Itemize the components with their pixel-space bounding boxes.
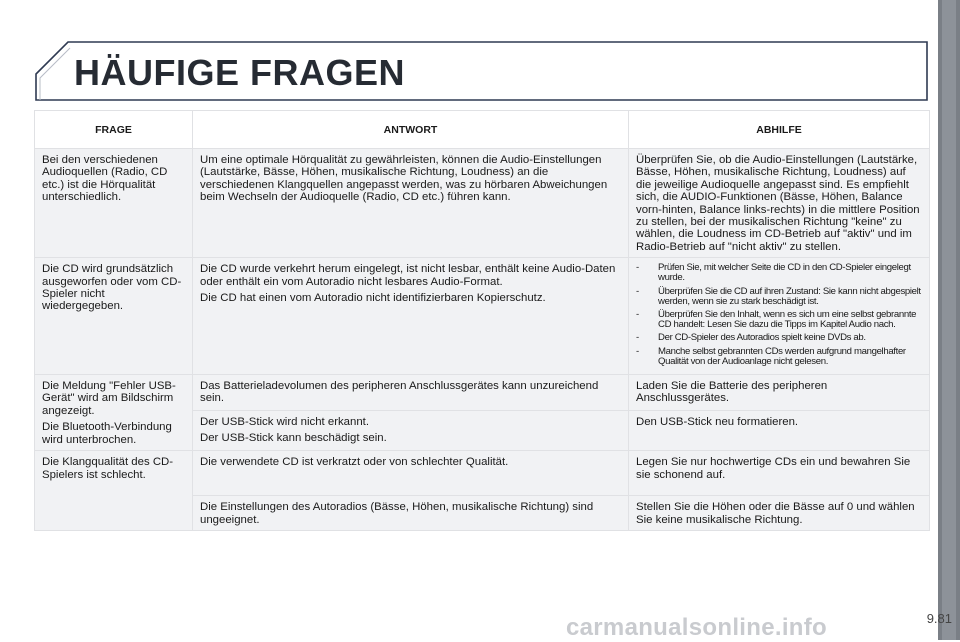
column-header-frage: FRAGE (35, 111, 193, 149)
table-row (35, 451, 930, 496)
answer-text: Die Einstellungen des Autoradios (Bässe, Höhen, musikalische Richtung) sind ungeeignet. (200, 501, 594, 526)
page-number: 9.81 (926, 611, 952, 626)
column-header-abhilfe: ABHILFE (629, 111, 930, 149)
table-row (35, 375, 930, 411)
remedy-list-item (636, 287, 922, 307)
remedy-item-text: Der CD-Spieler des Autoradios spielt keine DVDs ab. (658, 332, 866, 344)
page-title: HÄUFIGE FRAGEN (74, 52, 405, 93)
remedy-list-item (636, 347, 922, 367)
remedy-item-text: Manche selbst gebrannten CDs werden aufgrund mangelhafter Qualität von der Audioanlage nicht gelesen. (658, 345, 906, 367)
answer-text: Um eine optimale Hörqualität zu gewährleisten, können die Audio-Einstellungen (Lautstärke, Bässe, Höhen, musikalische Richtung, Loudness) an die verschiedenen Klangquellen angepasst werden, was zu hörbaren Abweichungen beim Wechseln der Audioquelle (Radio, CD etc.) führen kann. (200, 154, 608, 204)
cell-frage (35, 258, 193, 375)
cell-abhilfe (629, 411, 930, 451)
column-header-antwort: ANTWORT (193, 111, 629, 149)
cell-antwort (193, 149, 629, 258)
remedy-list-item (636, 263, 922, 283)
table-row (35, 258, 930, 375)
cell-antwort (193, 375, 629, 411)
answer-text: Der USB-Stick wird nicht erkannt. (200, 416, 370, 429)
watermark: carmanualsonline.info (566, 614, 828, 641)
remedy-list-item (636, 310, 922, 330)
remedy-item-text: Überprüfen Sie den Inhalt, wenn es sich um eine selbst gebrannte CD handelt: Lesen Sie dazu die Tipps im Kapitel Audio nach. (658, 309, 917, 331)
page-side-bar-inner (942, 0, 956, 640)
answer-text: Die verwendete CD ist verkratzt oder von schlechter Qualität. (200, 456, 509, 469)
faq-table (34, 110, 930, 531)
page-side-bar (938, 0, 960, 640)
remedy-item-text: Überprüfen Sie die CD auf ihren Zustand: Sie kann nicht abgespielt werden, wenn sie zu stark beschädigt ist. (658, 285, 921, 307)
question-text: Die Klangqualität des CD-Spielers ist schlecht. (42, 456, 174, 481)
remedy-list-item (636, 333, 922, 343)
remedy-text: Legen Sie nur hochwertige CDs ein und bewahren Sie sie schonend auf. (636, 456, 911, 481)
cell-abhilfe (629, 451, 930, 496)
answer-text: Die CD wurde verkehrt herum eingelegt, ist nicht lesbar, enthält keine Audio-Daten oder enthält ein vom Autoradio nicht lesbares Audio-Format. (200, 263, 616, 288)
cell-antwort (193, 258, 629, 375)
list-dash: - (636, 262, 639, 274)
remedy-text: Den USB-Stick neu formatieren. (636, 416, 799, 429)
cell-abhilfe (629, 375, 930, 411)
cell-abhilfe (629, 496, 930, 531)
remedy-text: Laden Sie die Batterie des peripheren Anschlussgerätes. (636, 380, 828, 405)
answer-text: Der USB-Stick kann beschädigt sein. (200, 432, 387, 445)
cell-antwort (193, 451, 629, 496)
remedy-text: Überprüfen Sie, ob die Audio-Einstellungen (Lautstärke, Bässe, Höhen, musikalische Richtung, Loudness) auf die jeweilige Audioquelle angepasst sind. Es empfiehlt sich, die AUDIO-Funktionen (Bässe, Höhen, Balance vorn-hinten, Balance links-rechts) in die mittlere Position zu stellen, bei der musikalischen Richtung "keine" zu wählen, die Loudness im CD-Betrieb auf "aktiv" und im Radio-Betrieb auf "nicht aktiv" zu stellen. (636, 154, 920, 253)
list-dash: - (636, 332, 639, 344)
cell-antwort (193, 411, 629, 451)
table-header-row (35, 111, 930, 149)
question-text: Die Bluetooth-Verbindung wird unterbrochen. (42, 421, 172, 446)
cell-antwort (193, 496, 629, 531)
remedy-list (636, 263, 922, 367)
remedy-item-text: Prüfen Sie, mit welcher Seite die CD in den CD-Spieler eingelegt wurde. (658, 262, 911, 284)
list-dash: - (636, 309, 639, 321)
cell-abhilfe (629, 149, 930, 258)
question-text: Bei den verschiedenen Audioquellen (Radio, CD etc.) ist die Hörqualität unterschiedlich. (42, 154, 168, 204)
answer-text: Das Batterieladevolumen des peripheren Anschlussgerätes kann unzureichend sein. (200, 380, 599, 405)
remedy-text: Stellen Sie die Höhen oder die Bässe auf 0 und wählen Sie keine musikalische Richtung. (636, 501, 915, 526)
list-dash: - (636, 345, 639, 357)
cell-abhilfe (629, 258, 930, 375)
question-text: Die CD wird grundsätzlich ausgeworfen oder vom CD-Spieler nicht wiedergegeben. (42, 263, 182, 313)
cell-frage (35, 375, 193, 451)
cell-frage (35, 451, 193, 531)
list-dash: - (636, 285, 639, 297)
table-row (35, 149, 930, 258)
answer-text: Die CD hat einen vom Autoradio nicht identifizierbaren Kopierschutz. (200, 292, 546, 305)
cell-frage (35, 149, 193, 258)
question-text: Die Meldung "Fehler USB-Gerät" wird am Bildschirm angezeigt. (42, 380, 176, 417)
